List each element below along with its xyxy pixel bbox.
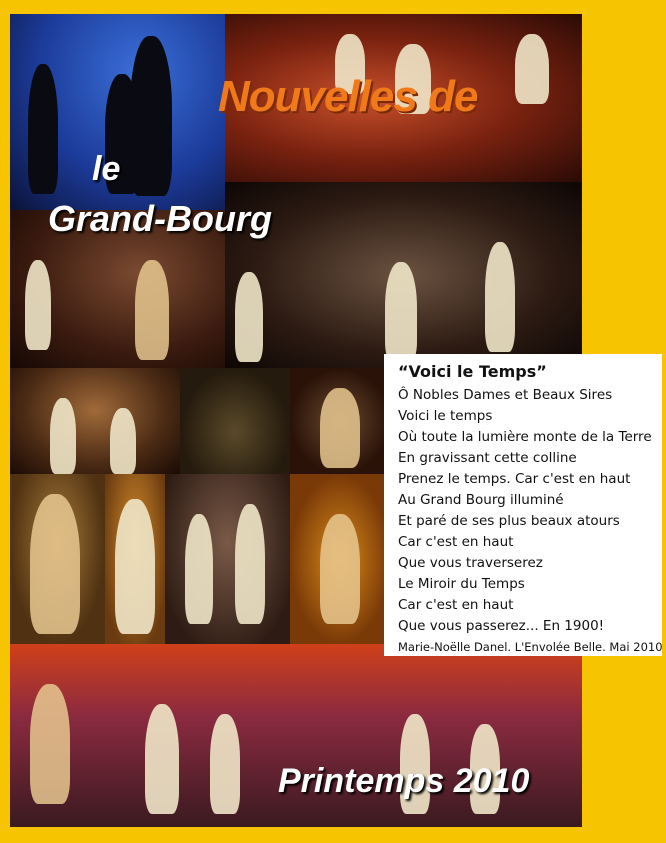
poem-line: Et paré de ses plus beaux atours (398, 513, 620, 529)
poem-line: Où toute la lumière monte de la Terre (398, 429, 652, 445)
poem-line: Car c'est en haut (398, 597, 514, 613)
poem-line: Au Grand Bourg illuminé (398, 492, 564, 508)
cover-title-grand-bourg: Grand-Bourg (48, 198, 272, 239)
photo-stage-scene (225, 182, 582, 368)
photo-crowd (165, 474, 290, 644)
cover-title-nouvelles: Nouvelles de (218, 72, 478, 121)
photo-lamp-scene (180, 368, 290, 474)
photo-man-in-coat (105, 474, 165, 644)
cover-season: Printemps 2010 (278, 762, 530, 800)
photo-violinist (290, 368, 390, 474)
poem-line: En gravissant cette colline (398, 450, 577, 466)
photo-mother-child (10, 474, 105, 644)
poem-line: Le Miroir du Temps (398, 576, 525, 592)
poem-line: Prenez le temps. Car c'est en haut (398, 471, 631, 487)
poem-line: Que vous traverserez (398, 555, 543, 571)
poem-line: Ô Nobles Dames et Beaux Sires (398, 387, 613, 403)
poem-title: “Voici le Temps” (398, 362, 547, 381)
photo-villagers (10, 368, 180, 474)
poem-line: Que vous passerez... En 1900! (398, 618, 605, 634)
poem-box (384, 354, 662, 656)
cover-title-le: le (92, 150, 121, 188)
poem-credit: Marie-Noëlle Danel. L'Envolée Belle. Mai 2010 (398, 640, 663, 654)
photo-cradle-scene (290, 474, 390, 644)
poem-line: Voici le temps (398, 408, 493, 424)
poem-line: Car c'est en haut (398, 534, 514, 550)
